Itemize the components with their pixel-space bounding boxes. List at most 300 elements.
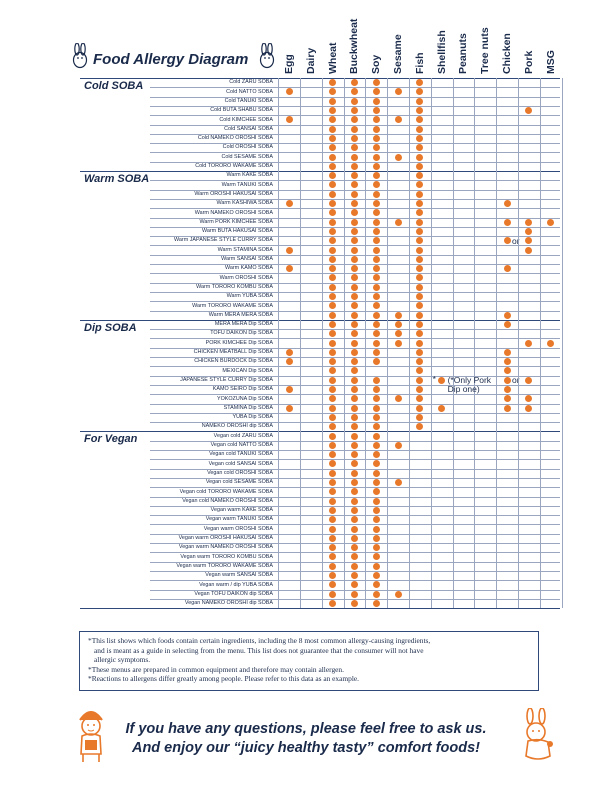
allergen-dot bbox=[329, 172, 336, 179]
allergen-dot bbox=[416, 377, 423, 384]
menu-item-label: Vegan warm NAMEKO OROSHI SOBA bbox=[178, 544, 273, 551]
allergen-dot bbox=[351, 98, 358, 105]
allergen-dot bbox=[416, 321, 423, 328]
allergen-dot bbox=[351, 237, 358, 244]
column-header-peanuts: Peanuts bbox=[457, 33, 470, 74]
allergen-dot bbox=[351, 395, 358, 402]
allergen-dot bbox=[329, 293, 336, 300]
allergen-dot bbox=[416, 135, 423, 142]
menu-item-label: Warm TANUKI SOBA bbox=[221, 181, 273, 188]
allergen-dot bbox=[329, 98, 336, 105]
allergen-dot bbox=[329, 377, 336, 384]
allergen-dot bbox=[416, 414, 423, 421]
footer-line-2: And enjoy our “juicy healthy tasty” comfort foods! bbox=[131, 740, 481, 756]
disclaimer-box bbox=[79, 631, 539, 691]
allergen-dot bbox=[504, 237, 511, 244]
allergen-dot bbox=[395, 330, 402, 337]
allergen-dot bbox=[329, 507, 336, 514]
allergen-dot bbox=[373, 442, 380, 449]
allergen-dot bbox=[329, 553, 336, 560]
allergen-dot bbox=[329, 572, 336, 579]
note-line: and is meant as a guide in selecting from the menu. This list does not guarantee that the consumer will not have bbox=[94, 645, 424, 655]
allergen-dot bbox=[373, 256, 380, 263]
allergen-dot bbox=[416, 228, 423, 235]
menu-item-label: Warm PORK KIMCHEE SOBA bbox=[199, 218, 273, 225]
allergen-dot bbox=[351, 200, 358, 207]
allergen-dot bbox=[373, 237, 380, 244]
allergen-dot bbox=[329, 88, 336, 95]
allergen-dot bbox=[329, 367, 336, 374]
allergen-dot bbox=[373, 395, 380, 402]
allergen-dot bbox=[416, 330, 423, 337]
menu-item-label: Vegan warm OROSHI HAKUSAI SOBA bbox=[178, 535, 273, 541]
column-header-sesame: Sesame bbox=[392, 34, 404, 74]
allergen-dot bbox=[416, 312, 423, 319]
menu-item-label: Warm KAKE SOBA bbox=[226, 172, 273, 179]
allergen-dot bbox=[373, 460, 380, 467]
allergen-dot bbox=[329, 591, 336, 598]
allergen-dot bbox=[373, 591, 380, 598]
allergen-dot bbox=[351, 535, 358, 542]
allergen-dot bbox=[416, 367, 423, 374]
allergen-dot bbox=[351, 563, 358, 570]
column-header-fish: Fish bbox=[413, 52, 426, 74]
allergen-dot bbox=[373, 479, 380, 486]
footer-line-1: If you have any questions, please feel free to ask us. bbox=[125, 721, 487, 737]
allergen-dot bbox=[416, 265, 423, 272]
allergen-dot bbox=[286, 405, 293, 412]
allergen-dot bbox=[329, 470, 336, 477]
menu-item-label: Warm BUTA HAKUSAI SOBA bbox=[202, 228, 273, 235]
allergen-dot bbox=[416, 237, 423, 244]
allergen-dot bbox=[286, 116, 293, 123]
menu-item-label: TOFU DAIKON Dip SOBA bbox=[210, 330, 273, 337]
allergen-dot bbox=[351, 572, 358, 579]
allergen-dot bbox=[416, 116, 423, 123]
menu-item-label: Vegan cold SANSAI SOBA bbox=[208, 460, 273, 467]
allergen-dot bbox=[373, 526, 380, 533]
column-divider bbox=[300, 78, 301, 608]
allergen-dot bbox=[373, 107, 380, 114]
allergen-dot bbox=[504, 349, 511, 356]
allergen-dot bbox=[373, 312, 380, 319]
allergen-dot bbox=[373, 358, 380, 365]
allergen-dot bbox=[504, 405, 511, 412]
section-title: Cold SOBA bbox=[84, 80, 144, 92]
allergen-dot bbox=[329, 526, 336, 533]
menu-item-label: Warm TORORO WAKAME SOBA bbox=[192, 302, 273, 309]
menu-item-label: Vegan warm TANUKI SOBA bbox=[205, 516, 273, 523]
allergen-dot bbox=[373, 340, 380, 347]
allergen-dot bbox=[286, 358, 293, 365]
menu-item-label: Warm KAMO SOBA bbox=[224, 265, 273, 272]
allergen-dot bbox=[416, 256, 423, 263]
allergen-dot bbox=[329, 274, 336, 281]
allergen-dot bbox=[525, 247, 532, 254]
allergen-dot bbox=[373, 414, 380, 421]
allergen-dot bbox=[395, 154, 402, 161]
allergen-dot bbox=[329, 451, 336, 458]
allergen-dot bbox=[395, 88, 402, 95]
allergen-dot bbox=[329, 154, 336, 161]
allergen-dot bbox=[416, 107, 423, 114]
allergen-dot bbox=[351, 284, 358, 291]
allergen-dot bbox=[395, 116, 402, 123]
allergen-dot bbox=[416, 219, 423, 226]
note-line: allergic symptoms. bbox=[94, 655, 151, 665]
allergen-dot bbox=[504, 358, 511, 365]
inline-note-line-1: (*Only Pork bbox=[447, 375, 492, 386]
allergen-dot bbox=[525, 107, 532, 114]
or-label: or bbox=[512, 235, 520, 246]
menu-item-label: Vegan cold NAMEKO OROSHI SOBA bbox=[182, 497, 273, 504]
allergen-dot bbox=[416, 349, 423, 356]
allergen-dot bbox=[416, 200, 423, 207]
allergen-dot bbox=[351, 367, 358, 374]
allergen-dot bbox=[525, 219, 532, 226]
menu-item-label: CHICKEN MEATBALL Dip SOBA bbox=[193, 349, 273, 355]
allergen-dot bbox=[504, 386, 511, 393]
allergen-dot bbox=[373, 181, 380, 188]
allergen-dot bbox=[373, 284, 380, 291]
allergen-dot bbox=[504, 200, 511, 207]
column-divider bbox=[344, 78, 345, 608]
menu-item-label: Warm STAMINA SOBA bbox=[217, 246, 273, 253]
allergen-dot bbox=[329, 395, 336, 402]
inline-note-line-2: Dip one) bbox=[447, 384, 480, 395]
allergen-dot bbox=[351, 135, 358, 142]
menu-item-label: STAMINA Dip SOBA bbox=[223, 404, 273, 411]
allergen-dot bbox=[351, 154, 358, 161]
allergen-dot bbox=[351, 470, 358, 477]
allergen-dot bbox=[329, 535, 336, 542]
allergen-dot bbox=[329, 256, 336, 263]
allergen-dot bbox=[329, 349, 336, 356]
allergen-dot bbox=[395, 479, 402, 486]
menu-item-label: Warm JAPANESE STYLE CURRY SOBA bbox=[174, 237, 273, 244]
allergen-dot bbox=[351, 321, 358, 328]
allergen-dot bbox=[373, 274, 380, 281]
column-header-chicken: Chicken bbox=[501, 33, 513, 74]
allergen-dot bbox=[395, 312, 402, 319]
grid-bottom-rule bbox=[80, 608, 560, 609]
allergen-dot bbox=[504, 321, 511, 328]
allergen-dot bbox=[329, 237, 336, 244]
menu-item-label: Warm YUBA SOBA bbox=[226, 293, 273, 300]
allergen-dot bbox=[329, 200, 336, 207]
menu-item-label: Vegan TOFU DAIKON dip SOBA bbox=[194, 590, 273, 597]
menu-item-label: KAMO SEIRO Dip SOBA bbox=[212, 386, 273, 393]
allergen-dot bbox=[373, 209, 380, 216]
column-header-buckwheat: Buckwheat bbox=[348, 18, 361, 74]
allergen-dot bbox=[351, 414, 358, 421]
inline-note-marker: * bbox=[432, 373, 436, 384]
dog-mascot-icon bbox=[520, 708, 558, 764]
allergen-dot bbox=[395, 442, 402, 449]
allergen-dot bbox=[329, 488, 336, 495]
allergen-dot bbox=[351, 302, 358, 309]
allergen-dot bbox=[373, 126, 380, 133]
allergen-dot bbox=[351, 79, 358, 86]
allergen-dot bbox=[351, 293, 358, 300]
menu-item-label: Warm OROSHI SOBA bbox=[219, 274, 273, 281]
allergen-dot bbox=[329, 386, 336, 393]
column-divider bbox=[562, 78, 563, 608]
column-divider bbox=[278, 78, 279, 608]
allergen-dot bbox=[351, 600, 358, 607]
allergen-dot bbox=[329, 414, 336, 421]
allergen-dot bbox=[416, 405, 423, 412]
allergen-dot bbox=[438, 405, 445, 412]
menu-item-label: Warm SANSAI SOBA bbox=[221, 256, 273, 262]
column-divider bbox=[540, 78, 541, 608]
allergen-dot bbox=[286, 265, 293, 272]
note-line: *This list shows which foods contain certain ingredients, including the 8 most common allergy-causing ingredients, bbox=[88, 636, 431, 645]
menu-item-label: Cold TORORO WAKAME SOBA bbox=[195, 163, 273, 169]
allergen-dot bbox=[329, 498, 336, 505]
menu-item-label: Vegan warm / dip YUBA SOBA bbox=[199, 581, 273, 588]
allergen-dot bbox=[416, 386, 423, 393]
allergen-dot bbox=[416, 144, 423, 151]
allergen-dot bbox=[373, 135, 380, 142]
allergen-dot bbox=[351, 107, 358, 114]
rabbit-icon bbox=[70, 43, 90, 69]
column-header-tree-nuts: Tree nuts bbox=[479, 27, 492, 74]
column-divider bbox=[409, 78, 410, 608]
allergen-dot bbox=[547, 219, 554, 226]
column-header-wheat: Wheat bbox=[326, 42, 339, 74]
allergen-dot bbox=[373, 349, 380, 356]
allergen-dot bbox=[373, 386, 380, 393]
allergen-dot bbox=[351, 479, 358, 486]
allergen-dot bbox=[373, 321, 380, 328]
allergen-dot bbox=[351, 116, 358, 123]
allergen-dot bbox=[373, 451, 380, 458]
allergen-dot bbox=[351, 349, 358, 356]
allergen-dot bbox=[351, 526, 358, 533]
allergen-dot bbox=[329, 544, 336, 551]
allergen-dot bbox=[373, 507, 380, 514]
allergen-dot bbox=[504, 312, 511, 319]
allergen-dot bbox=[416, 395, 423, 402]
allergen-dot bbox=[351, 386, 358, 393]
allergen-dot bbox=[373, 423, 380, 430]
allergen-dot bbox=[373, 581, 380, 588]
allergen-dot bbox=[351, 488, 358, 495]
section-title: For Vegan bbox=[84, 433, 138, 446]
allergen-dot bbox=[351, 507, 358, 514]
allergen-dot bbox=[351, 581, 358, 588]
menu-item-label: Cold SANSAI SOBA bbox=[224, 125, 273, 132]
menu-item-label: Vegan warm TORORO KOMBU SOBA bbox=[180, 553, 273, 560]
allergen-dot bbox=[373, 247, 380, 254]
allergen-dot bbox=[351, 498, 358, 505]
allergen-dot bbox=[351, 274, 358, 281]
column-header-shellfish: Shellfish bbox=[435, 30, 448, 74]
menu-item-label: Vegan warm SANSAI SOBA bbox=[205, 572, 273, 579]
section-separator bbox=[80, 171, 560, 172]
allergen-dot bbox=[329, 479, 336, 486]
allergen-dot bbox=[351, 219, 358, 226]
rabbit-icon bbox=[257, 43, 277, 69]
allergen-dot bbox=[547, 340, 554, 347]
allergen-dot bbox=[329, 600, 336, 607]
allergen-dot bbox=[525, 340, 532, 347]
allergen-dot bbox=[395, 219, 402, 226]
menu-item-label: MEXICAN Dip SOBA bbox=[222, 367, 273, 374]
menu-item-label: Vegan cold ZARU SOBA bbox=[213, 432, 273, 439]
allergen-dot bbox=[504, 265, 511, 272]
allergen-dot bbox=[351, 340, 358, 347]
allergen-dot bbox=[504, 367, 511, 374]
allergen-dot bbox=[373, 516, 380, 523]
allergen-dot bbox=[286, 349, 293, 356]
allergen-dot bbox=[373, 191, 380, 198]
allergen-dot bbox=[373, 433, 380, 440]
allergen-dot bbox=[351, 191, 358, 198]
allergen-dot bbox=[351, 88, 358, 95]
menu-item-label: Cold KIMCHEE SOBA bbox=[219, 116, 273, 123]
menu-item-label: Warm TORORO KOMBU SOBA bbox=[196, 283, 273, 290]
allergen-dot bbox=[373, 302, 380, 309]
allergen-dot bbox=[525, 405, 532, 412]
note-line: *Reactions to allergens differ greatly among people. Please refer to this data as an example. bbox=[88, 674, 360, 684]
allergen-dot bbox=[525, 395, 532, 402]
allergen-dot bbox=[329, 191, 336, 198]
allergen-dot bbox=[373, 553, 380, 560]
menu-item-label: Vegan warm KAKE SOBA bbox=[210, 507, 273, 514]
allergen-dot bbox=[351, 442, 358, 449]
menu-item-label: Cold OROSHI SOBA bbox=[222, 144, 273, 151]
allergen-dot bbox=[416, 191, 423, 198]
allergen-dot bbox=[373, 405, 380, 412]
section-separator bbox=[80, 320, 560, 321]
allergen-dot bbox=[329, 358, 336, 365]
allergen-dot bbox=[351, 516, 358, 523]
allergen-dot bbox=[329, 302, 336, 309]
allergen-dot bbox=[329, 181, 336, 188]
allergen-dot bbox=[395, 591, 402, 598]
allergen-dot bbox=[416, 284, 423, 291]
allergen-dot bbox=[329, 321, 336, 328]
allergen-dot bbox=[416, 247, 423, 254]
menu-item-label: Cold NATTO SOBA bbox=[226, 88, 273, 95]
menu-item-label: Vegan cold OROSHI SOBA bbox=[207, 469, 273, 476]
allergen-dot bbox=[373, 600, 380, 607]
allergen-dot bbox=[329, 405, 336, 412]
allergen-dot bbox=[373, 219, 380, 226]
allergen-dot bbox=[416, 181, 423, 188]
allergen-dot bbox=[395, 340, 402, 347]
allergen-dot bbox=[329, 144, 336, 151]
menu-item-label: Cold ZARU SOBA bbox=[229, 79, 273, 86]
allergen-dot bbox=[351, 209, 358, 216]
allergen-dot bbox=[329, 563, 336, 570]
allergen-dot bbox=[351, 433, 358, 440]
allergen-dot bbox=[416, 79, 423, 86]
allergen-dot bbox=[373, 572, 380, 579]
menu-item-label: Warm KASHIWA SOBA bbox=[216, 200, 273, 207]
menu-item-label: Vegan warm TORORO WAKAME SOBA bbox=[176, 562, 273, 569]
menu-item-label: YUBA Dip SOBA bbox=[232, 414, 273, 421]
menu-item-label: NAMEKO OROSHI dip SOBA bbox=[201, 423, 273, 430]
allergen-dot bbox=[286, 247, 293, 254]
allergen-dot bbox=[329, 423, 336, 430]
allergen-dot bbox=[329, 284, 336, 291]
allergen-dot bbox=[351, 330, 358, 337]
allergen-dot bbox=[525, 228, 532, 235]
allergen-dot bbox=[351, 460, 358, 467]
allergen-dot bbox=[416, 154, 423, 161]
allergen-dot bbox=[373, 116, 380, 123]
column-divider bbox=[365, 78, 366, 608]
allergen-dot bbox=[373, 330, 380, 337]
allergen-dot bbox=[329, 126, 336, 133]
column-divider bbox=[518, 78, 519, 608]
or-label: or bbox=[512, 375, 520, 386]
allergen-dot bbox=[329, 312, 336, 319]
allergen-dot bbox=[286, 200, 293, 207]
allergen-dot bbox=[351, 126, 358, 133]
allergen-dot bbox=[351, 181, 358, 188]
allergen-dot bbox=[351, 377, 358, 384]
allergen-dot bbox=[373, 79, 380, 86]
allergen-dot bbox=[351, 247, 358, 254]
allergen-dot bbox=[329, 340, 336, 347]
menu-item-label: Cold TANUKI SOBA bbox=[224, 97, 273, 104]
allergen-dot bbox=[351, 163, 358, 170]
allergen-dot bbox=[351, 144, 358, 151]
menu-item-label: Cold BUTA SHABU SOBA bbox=[210, 107, 273, 114]
allergen-dot bbox=[373, 265, 380, 272]
allergen-dot bbox=[329, 219, 336, 226]
allergen-dot bbox=[373, 293, 380, 300]
menu-item-label: Warm MERA MERA SOBA bbox=[208, 311, 273, 318]
allergen-dot bbox=[373, 88, 380, 95]
allergen-dot bbox=[416, 88, 423, 95]
column-divider bbox=[387, 78, 388, 608]
allergen-dot bbox=[373, 154, 380, 161]
allergen-dot bbox=[373, 470, 380, 477]
column-divider bbox=[453, 78, 454, 608]
allergen-dot bbox=[525, 237, 532, 244]
allergen-dot bbox=[525, 377, 532, 384]
menu-item-label: Vegan cold TANUKI SOBA bbox=[209, 451, 273, 458]
allergen-dot bbox=[416, 340, 423, 347]
column-divider bbox=[322, 78, 323, 608]
menu-item-label: MERA MERA Dip SOBA bbox=[214, 321, 273, 328]
allergen-dot bbox=[329, 247, 336, 254]
allergen-dot bbox=[329, 516, 336, 523]
allergen-dot bbox=[286, 88, 293, 95]
allergen-dot bbox=[504, 377, 511, 384]
menu-item-label: YOKOZUNA Dip SOBA bbox=[216, 395, 273, 402]
allergen-dot bbox=[329, 460, 336, 467]
allergen-dot bbox=[329, 79, 336, 86]
allergen-dot bbox=[329, 265, 336, 272]
menu-item-label: PORK KIMCHEE Dip SOBA bbox=[205, 339, 273, 346]
column-divider bbox=[496, 78, 497, 608]
menu-item-label: JAPANESE STYLE CURRY Dip SOBA bbox=[180, 376, 273, 383]
allergen-dot bbox=[373, 498, 380, 505]
allergen-dot bbox=[416, 172, 423, 179]
menu-item-label: Vegan cold TORORO WAKAME SOBA bbox=[179, 488, 273, 495]
allergen-dot bbox=[351, 312, 358, 319]
allergen-dot bbox=[351, 256, 358, 263]
allergen-dot bbox=[416, 274, 423, 281]
allergen-dot bbox=[373, 544, 380, 551]
column-header-dairy: Dairy bbox=[304, 47, 317, 74]
